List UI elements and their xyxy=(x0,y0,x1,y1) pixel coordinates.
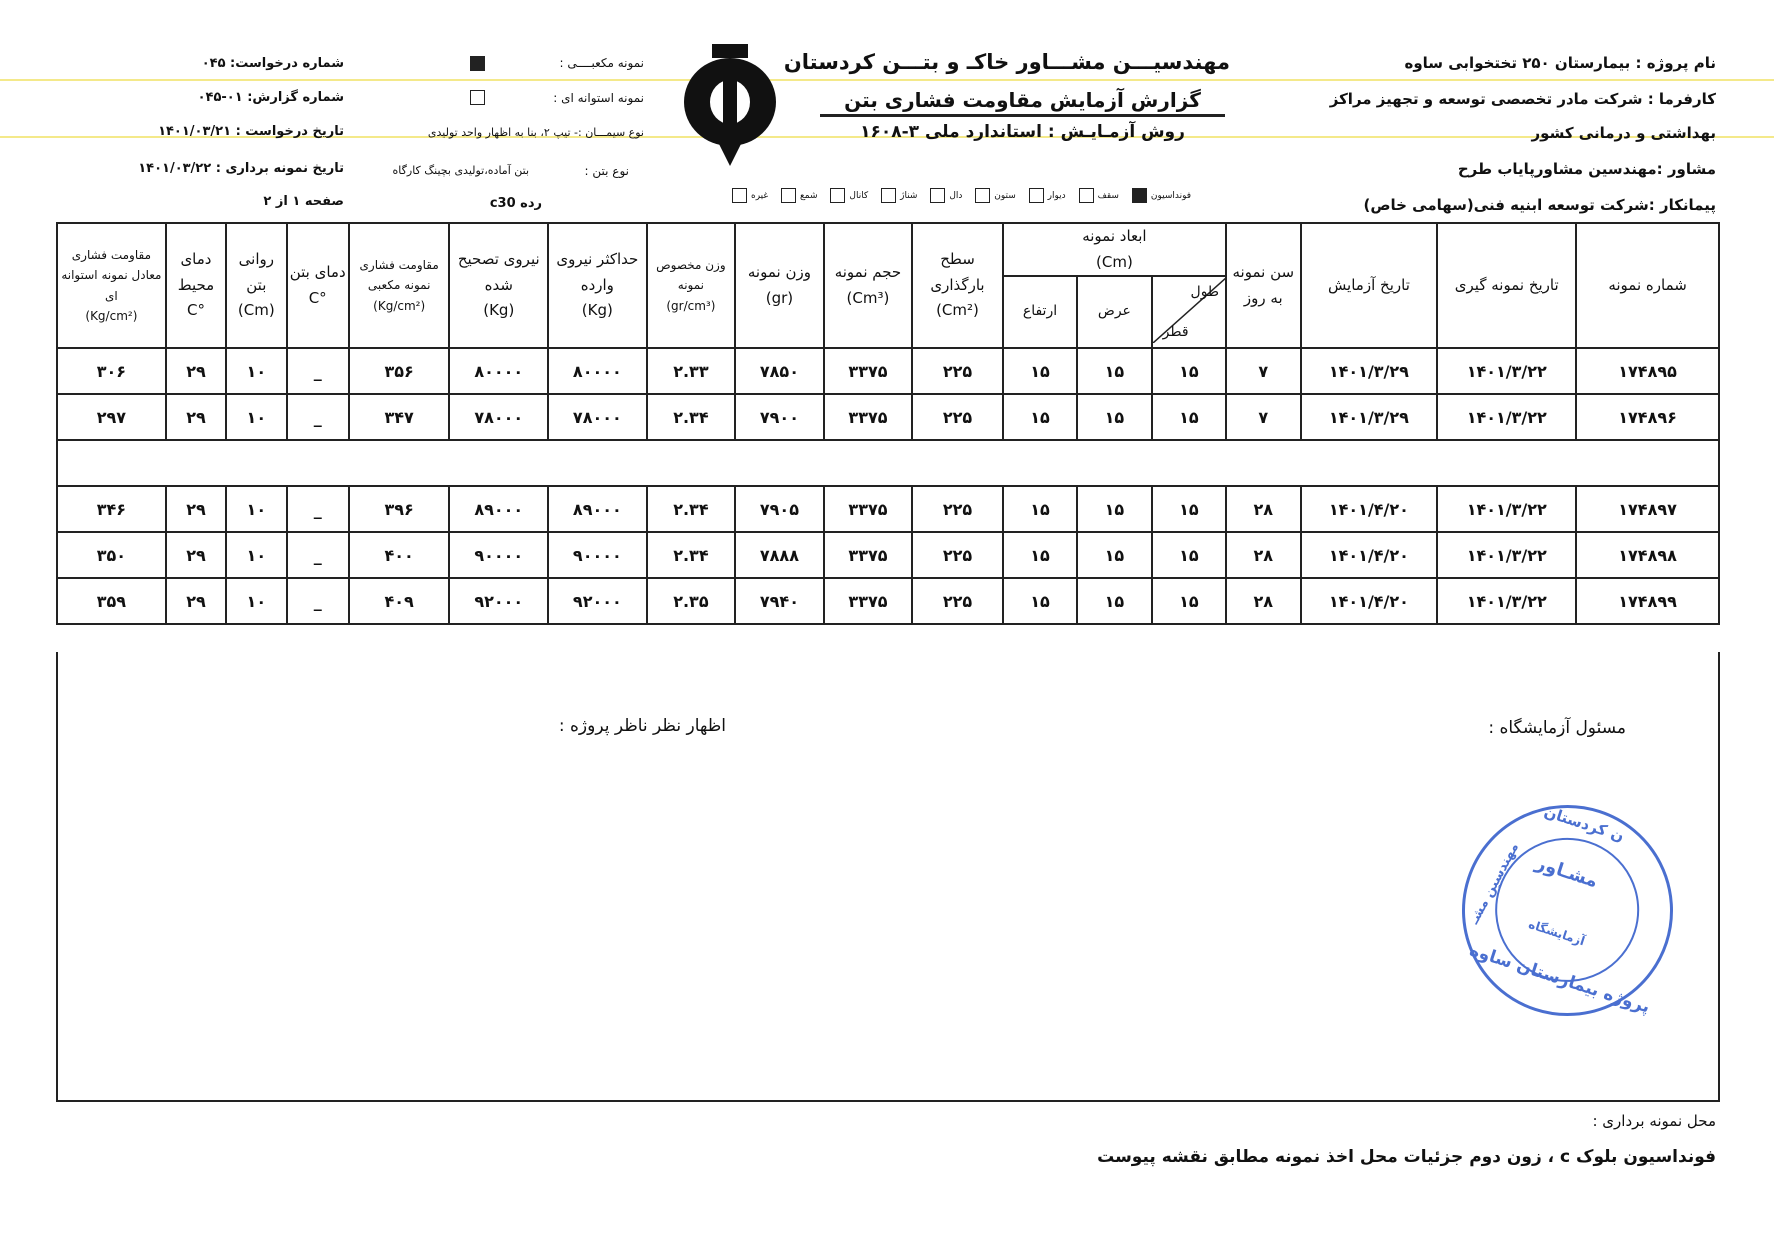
table-cell: ۱۷۴۸۹۸ xyxy=(1576,532,1719,578)
table-cell: ۱۴۰۱/۳/۲۹ xyxy=(1301,348,1438,394)
request-number: شماره درخواست: ۰۴۵ xyxy=(201,56,344,71)
col-concrete-temp: دمای بتن °C xyxy=(287,223,349,348)
cylinder-sample-label: نمونه استوانه ای : xyxy=(553,91,644,105)
cylinder-sample-checkbox[interactable] xyxy=(470,90,485,105)
table-cell: _ xyxy=(287,348,349,394)
table-cell: ۱۵ xyxy=(1152,486,1226,532)
table-cell: ۳۳۷۵ xyxy=(824,394,913,440)
table-cell: ۱۵ xyxy=(1077,532,1151,578)
table-cell: ۲۹ xyxy=(166,578,226,624)
company-name: مهندسیـــن مشـــاور خاکـ و بتـــن کردستان xyxy=(783,50,1230,74)
col-length-diameter: طول قطر xyxy=(1152,276,1226,348)
table-cell: ۷ xyxy=(1226,394,1300,440)
table-cell: ۸۹۰۰۰ xyxy=(449,486,548,532)
table-row xyxy=(57,394,1719,440)
scan-line xyxy=(0,79,1774,81)
table-cell: ۳۰۶ xyxy=(57,348,166,394)
table-cell: ۲۹ xyxy=(166,486,226,532)
table-cell: ۱۵ xyxy=(1003,486,1077,532)
table-cell: ۳۵۰ xyxy=(57,532,166,578)
table-cell: ۱۴۰۱/۳/۲۲ xyxy=(1437,578,1576,624)
table-cell: ۱۴۰۱/۳/۲۲ xyxy=(1437,532,1576,578)
table-cell: ۹۲۰۰۰ xyxy=(449,578,548,624)
col-cube-strength: مقاومت فشاری نمونه مکعبی (Kg/cm²) xyxy=(349,223,450,348)
header-row xyxy=(57,223,1719,276)
test-method: روش آزمـایـش : استاندارد ملی ۳-۱۶۰۸ xyxy=(860,122,1185,142)
table-cell: ۱۵ xyxy=(1003,578,1077,624)
table-cell: ۲۹ xyxy=(166,532,226,578)
element-type-roof[interactable]: سقف xyxy=(1075,191,1119,201)
table-cell: ۸۰۰۰۰ xyxy=(449,348,548,394)
table-cell: ۱۵ xyxy=(1152,348,1226,394)
table-cell: ۱۷۴۸۹۹ xyxy=(1576,578,1719,624)
table-row xyxy=(57,578,1719,624)
table-cell: ۸۰۰۰۰ xyxy=(548,348,647,394)
table-cell: ۷۸۰۰۰ xyxy=(449,394,548,440)
table-cell: _ xyxy=(287,532,349,578)
table-cell: ۳۴۷ xyxy=(349,394,450,440)
table-cell: ۷۸۰۰۰ xyxy=(548,394,647,440)
col-max-force: حداکثر نیروی وارده (Kg) xyxy=(548,223,647,348)
table-cell: ۳۵۶ xyxy=(349,348,450,394)
table-cell: ۱۵ xyxy=(1152,532,1226,578)
concrete-type-label: نوع بتن : xyxy=(584,164,629,178)
rows-28day xyxy=(57,486,1719,624)
table-cell: ۱۵ xyxy=(1152,394,1226,440)
col-area: سطح بارگذاری (Cm²) xyxy=(912,223,1003,348)
element-type-wall[interactable]: دیوار xyxy=(1025,191,1066,201)
page-number: صفحه ۱ از ۲ xyxy=(263,194,344,209)
table-cell: ۱۷۴۸۹۵ xyxy=(1576,348,1719,394)
table-cell: ۲.۳۴ xyxy=(647,532,736,578)
table-cell: _ xyxy=(287,394,349,440)
table-cell: ۲۹ xyxy=(166,394,226,440)
concrete-grade: رده c30 xyxy=(489,196,542,211)
col-dims: ابعاد نمونه (Cm) xyxy=(1003,223,1226,276)
table-cell: ۴۰۰ xyxy=(349,532,450,578)
table-row xyxy=(57,486,1719,532)
table-cell: ۲۸ xyxy=(1226,486,1300,532)
col-sample-no: شماره نمونه xyxy=(1576,223,1719,348)
table-cell: ۳۵۹ xyxy=(57,578,166,624)
table-cell: ۹۰۰۰۰ xyxy=(449,532,548,578)
stamp-text-lab: آزمایشگاه xyxy=(1526,917,1587,949)
table-cell: ۴۰۹ xyxy=(349,578,450,624)
table-cell: ۲۲۵ xyxy=(912,394,1003,440)
col-width: عرض xyxy=(1077,276,1151,348)
rows-7day xyxy=(57,348,1719,440)
table-cell: ۳۴۶ xyxy=(57,486,166,532)
element-type-column[interactable]: ستون xyxy=(971,191,1016,201)
table-cell: ۳۹۶ xyxy=(349,486,450,532)
stamp-text-top: ن کردستان xyxy=(1541,802,1627,846)
table-cell: ۱۴۰۱/۳/۲۹ xyxy=(1301,394,1438,440)
col-volume: حجم نمونه (Cm³) xyxy=(824,223,913,348)
element-type-pile[interactable]: شمع xyxy=(777,191,818,201)
table-cell: ۱۵ xyxy=(1077,394,1151,440)
table-cell: ۱۷۴۸۹۷ xyxy=(1576,486,1719,532)
table-cell: ۱۵ xyxy=(1077,486,1151,532)
element-type-slab[interactable]: دال xyxy=(926,191,962,201)
table-cell: ۳۳۷۵ xyxy=(824,486,913,532)
employer-line2: بهداشتی و درمانی کشور xyxy=(1531,124,1716,142)
table-cell: ۲۹۷ xyxy=(57,394,166,440)
table-cell: ۷۸۵۰ xyxy=(735,348,824,394)
table-cell: ۹۲۰۰۰ xyxy=(548,578,647,624)
table-cell: ۲۲۵ xyxy=(912,486,1003,532)
element-type-group xyxy=(722,188,1191,203)
table-cell: ۷۹۰۵ xyxy=(735,486,824,532)
cement-type: نوع سیمـــان :- تیپ ۲، بنا به اظهار واحد تولیدی xyxy=(427,126,644,139)
col-ambient-temp: دمای محیط °C xyxy=(166,223,226,348)
col-height: ارتفاع xyxy=(1003,276,1077,348)
cube-sample-checkbox[interactable] xyxy=(470,56,485,71)
element-type-channel[interactable]: کانال xyxy=(826,191,868,201)
table-cell: ۱۰ xyxy=(226,486,286,532)
report-number: شماره گزارش: ۰۱-۰۴۵ xyxy=(197,90,344,105)
table-cell: ۹۰۰۰۰ xyxy=(548,532,647,578)
table-cell: ۱۴۰۱/۴/۲۰ xyxy=(1301,532,1438,578)
employer-line1: کارفرما : شرکت مادر تخصصی توسعه و تجهیز مراکز xyxy=(1329,90,1716,108)
project-name: نام پروژه : بیمارستان ۲۵۰ تختخوابی ساوه xyxy=(1404,54,1716,72)
table-cell: ۲.۳۳ xyxy=(647,348,736,394)
table-cell: ۷۹۴۰ xyxy=(735,578,824,624)
table-cell: ۷۹۰۰ xyxy=(735,394,824,440)
sampling-location-label: محل نمونه برداری : xyxy=(1592,1112,1716,1130)
table-cell: ۱۴۰۱/۴/۲۰ xyxy=(1301,486,1438,532)
table-cell: ۷۸۸۸ xyxy=(735,532,824,578)
table-cell: ۲۲۵ xyxy=(912,532,1003,578)
cube-sample-label: نمونه مکعبــــی : xyxy=(559,56,644,70)
table-cell: ۳۳۷۵ xyxy=(824,532,913,578)
table-cell: ۱۰ xyxy=(226,394,286,440)
table-cell: ۱۴۰۱/۳/۲۲ xyxy=(1437,348,1576,394)
table-cell: ۲.۳۴ xyxy=(647,394,736,440)
stamp-text-left: مهندسین مشـ xyxy=(1466,840,1523,927)
table-cell: ۲.۳۵ xyxy=(647,578,736,624)
element-type-foundation[interactable]: فونداسیون xyxy=(1128,191,1191,201)
table-cell: ۱۵ xyxy=(1077,348,1151,394)
lab-manager-label: مسئول آزمایشگاه : xyxy=(1488,718,1626,738)
table-cell: ۱۵ xyxy=(1003,532,1077,578)
table-cell: ۲۲۵ xyxy=(912,348,1003,394)
company-logo-icon xyxy=(682,44,782,168)
contractor: پیمانکار :شرکت توسعه ابنیه فنی(سهامی خاص) xyxy=(1363,196,1716,214)
table-cell: ۸۹۰۰۰ xyxy=(548,486,647,532)
col-slump: روانی بتن (Cm) xyxy=(226,223,286,348)
table-cell: ۱۴۰۱/۳/۲۲ xyxy=(1437,486,1576,532)
table-cell: ۳۳۷۵ xyxy=(824,578,913,624)
col-weight: وزن نمونه (gr) xyxy=(735,223,824,348)
stamp-text-bottom: پروژه بیمارستان ساوه xyxy=(1466,940,1653,1018)
table-cell: ۷ xyxy=(1226,348,1300,394)
report-title: گزارش آزمایش مقاومت فشاری بتن xyxy=(820,88,1225,117)
table-cell: ۱۷۴۸۹۶ xyxy=(1576,394,1719,440)
sampling-location: فونداسیون بلوک c ، زون دوم جزئیات محل اخذ نمونه مطابق نقشه پیوست xyxy=(1097,1147,1716,1167)
table-cell: ۲۹ xyxy=(166,348,226,394)
table-cell: ۱۰ xyxy=(226,348,286,394)
col-corrected-force: نیروی تصحیح شده (Kg) xyxy=(449,223,548,348)
table-cell: ۲۲۵ xyxy=(912,578,1003,624)
sampling-date: تاریخ نمونه برداری : ۱۴۰۱/۰۳/۲۲ xyxy=(138,161,344,176)
table-cell: ۲۸ xyxy=(1226,532,1300,578)
table-cell: ۱۰ xyxy=(226,532,286,578)
table-row xyxy=(57,348,1719,394)
consultant: مشاور :مهندسین مشاورپایاب طرح xyxy=(1457,160,1716,178)
table-cell: _ xyxy=(287,578,349,624)
request-date: تاریخ درخواست : ۱۴۰۱/۰۳/۲۱ xyxy=(158,124,344,139)
results-table xyxy=(56,222,1720,625)
col-sampling-date: تاریخ نمونه گیری xyxy=(1437,223,1576,348)
table-cell: ۱۵ xyxy=(1152,578,1226,624)
table-cell: ۱۵ xyxy=(1077,578,1151,624)
concrete-type-value: بتن آماده،تولیدی بچینگ کارگاه xyxy=(392,164,529,177)
table-row xyxy=(57,532,1719,578)
blank-row xyxy=(57,440,1719,486)
element-type-other[interactable]: غیره xyxy=(728,191,768,201)
table-cell: ۲۸ xyxy=(1226,578,1300,624)
table-cell: ۱۵ xyxy=(1003,348,1077,394)
table-cell: ۱۰ xyxy=(226,578,286,624)
col-cyl-strength: مقاومت فشاری معادل نمونه استوانه ای (Kg/cm²) xyxy=(57,223,166,348)
table-cell: ۱۴۰۱/۴/۲۰ xyxy=(1301,578,1438,624)
supervisor-opinion-label: اظهار نظر ناظر پروژه : xyxy=(558,716,726,736)
stamp-text-mid: مشـاور xyxy=(1533,852,1601,893)
element-type-beam[interactable]: شناژ xyxy=(877,191,917,201)
col-test-date: تاریخ آزمایش xyxy=(1301,223,1438,348)
table-cell: ۱۴۰۱/۳/۲۲ xyxy=(1437,394,1576,440)
table-cell: ۳۳۷۵ xyxy=(824,348,913,394)
col-density: وزن مخصوص نمونه (gr/cm³) xyxy=(647,223,736,348)
table-cell: _ xyxy=(287,486,349,532)
table-cell: ۲.۳۴ xyxy=(647,486,736,532)
col-age: سن نمونه به روز xyxy=(1226,223,1300,348)
table-cell: ۱۵ xyxy=(1003,394,1077,440)
